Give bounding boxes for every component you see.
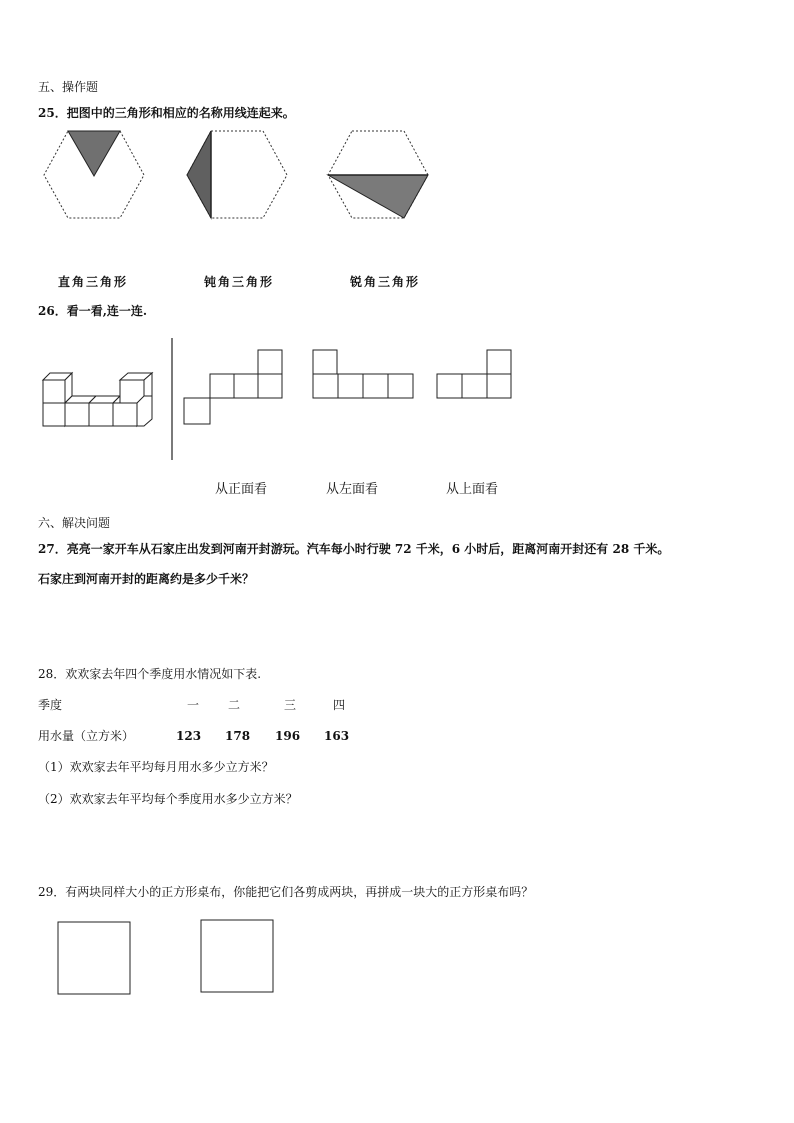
square-tablecloth-2: [200, 919, 276, 995]
divider-line: [170, 338, 174, 460]
question-29-text: 29．有两块同样大小的正方形桌布，你能把它们各剪成两块，再拼成一块大的正方形桌布吗？: [38, 885, 534, 899]
question-25-text: 25．把图中的三角形和相应的名称用线连起来。: [38, 106, 295, 120]
label-acute-triangle: 锐角三角形: [350, 275, 421, 289]
table-cell-r1c2: 二: [228, 698, 241, 712]
table-cell-r2c1: 123: [176, 729, 202, 743]
triangle-shape-1: [68, 131, 120, 176]
view-grid-3: [435, 349, 515, 403]
square-tablecloth-1: [57, 921, 133, 997]
section-title-problem-solving: 六、解决问题: [38, 516, 111, 530]
question-28-text: 28．欢欢家去年四个季度用水情况如下表.: [38, 667, 262, 681]
label-top-view: 从上面看: [446, 482, 499, 497]
label-obtuse-triangle: 钝角三角形: [204, 275, 275, 289]
question-27-line1: 27．亮亮一家开车从石家庄出发到河南开封游玩。汽车每小时行驶 72 千米，6 小时后，距离河南开封还有 28 千米。: [38, 542, 670, 556]
table-cell-r2c4: 163: [324, 729, 350, 743]
question-28-sub1: （1）欢欢家去年平均每月用水多少立方米？: [38, 760, 274, 774]
table-cell-r1c1: 一: [187, 698, 200, 712]
triangle-shape-3: [328, 175, 428, 218]
label-front-view: 从正面看: [215, 482, 268, 497]
view-grid-2: [311, 349, 415, 403]
table-cell-r1c3: 三: [284, 698, 297, 712]
hexagon-figure-2: [183, 128, 293, 222]
question-26-text: 26．看一看,连一连.: [38, 304, 148, 318]
label-right-triangle: 直角三角形: [58, 275, 129, 289]
table-cell-r2c2: 178: [225, 729, 251, 743]
view-grid-1: [183, 349, 285, 427]
cube-solid-figure: [40, 370, 158, 428]
table-row1-label: 季度: [38, 698, 63, 712]
table-cell-r1c4: 四: [333, 698, 346, 712]
table-cell-r2c3: 196: [275, 729, 301, 743]
question-28-sub2: （2）欢欢家去年平均每个季度用水多少立方米？: [38, 792, 298, 806]
triangle-shape-2: [187, 131, 211, 218]
section-title-operations: 五、操作题: [38, 80, 99, 94]
table-row2-label: 用水量（立方米）: [38, 729, 135, 743]
hexagon-figure-3: [324, 128, 434, 222]
label-left-view: 从左面看: [326, 482, 379, 497]
hexagon-figure-1: [40, 128, 150, 222]
question-27-line2: 石家庄到河南开封的距离约是多少千米？: [38, 572, 255, 586]
